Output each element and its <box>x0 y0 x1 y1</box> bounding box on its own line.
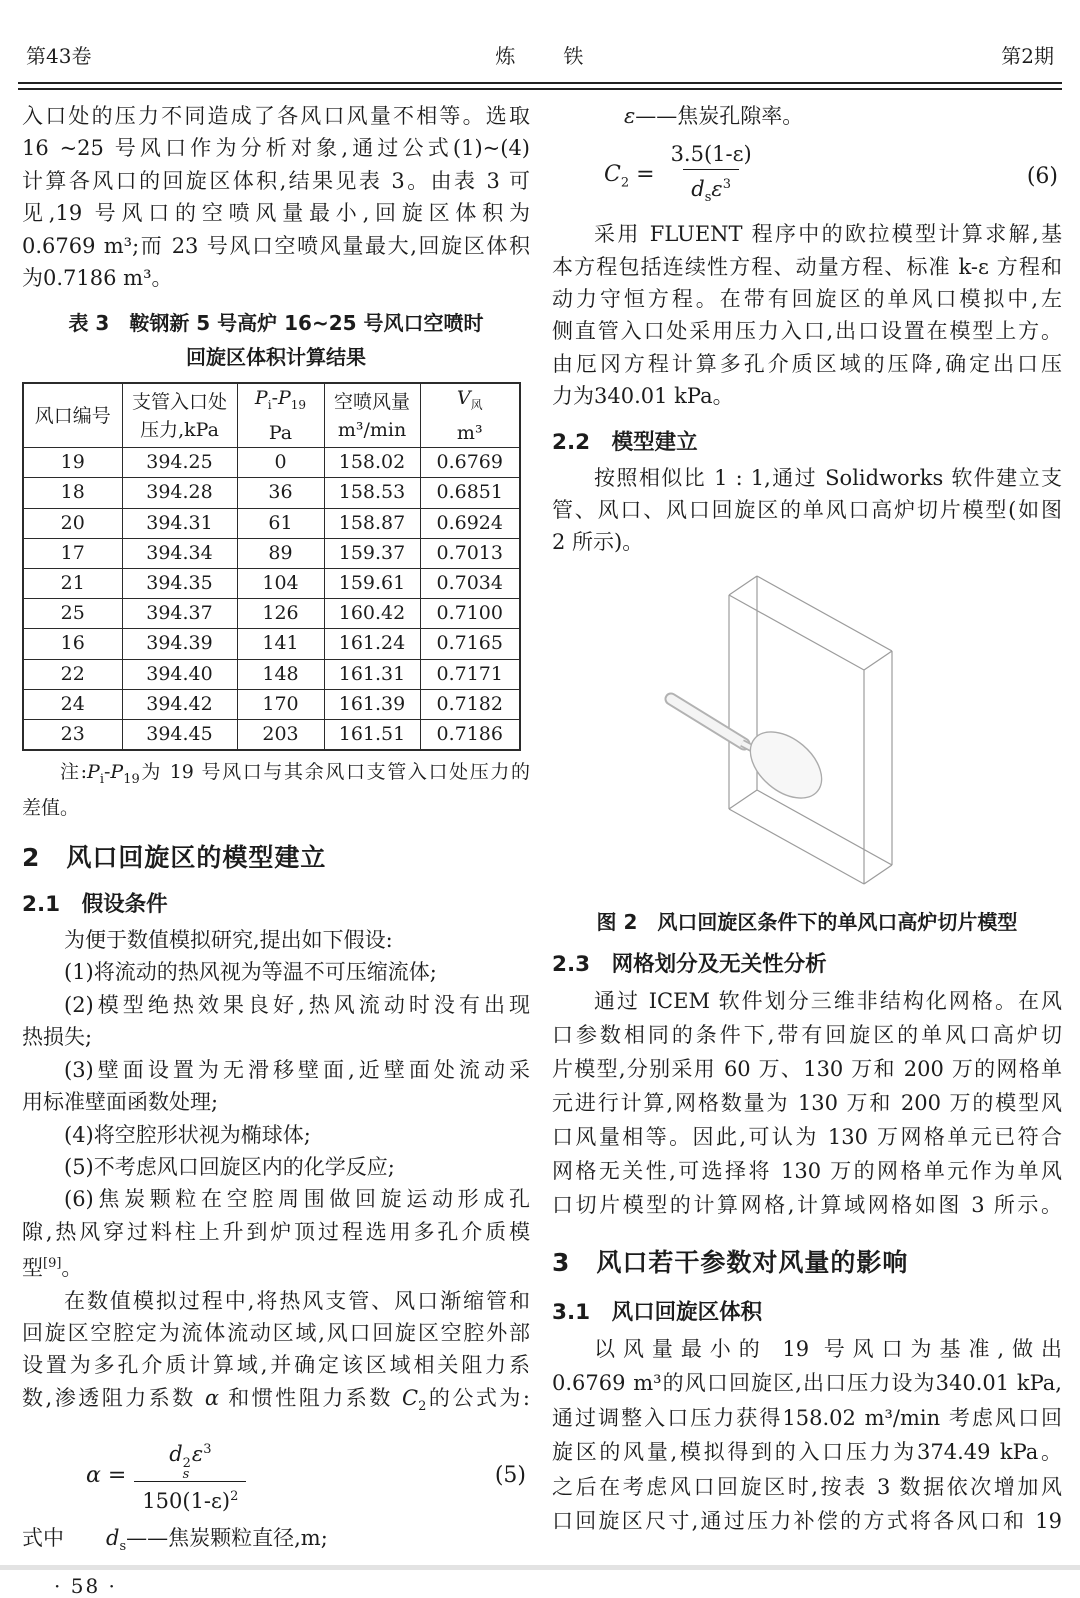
equation-5-lhs: α = <box>86 1463 127 1489</box>
table-cell: 0.7100 <box>420 599 520 629</box>
equation-6-number: (6) <box>1026 163 1058 189</box>
body-line: 本方程包括连续性方程、动量方程、标准 k-ε 方程和 <box>552 254 1062 279</box>
body-line: 元进行计算,网格数量为 130 万和 200 万的模型风 <box>552 1090 1062 1115</box>
table-cell: 0.7034 <box>420 569 520 599</box>
body-line: 口回旋区尺寸,通过压力补偿的方式将各风口和 19 <box>552 1509 1062 1534</box>
table-cell: 203 <box>237 720 324 751</box>
figure-2-drawing <box>552 565 1062 901</box>
table-cell: 20 <box>23 508 122 538</box>
table-row <box>23 689 520 719</box>
table-cell: 22 <box>23 659 122 689</box>
equation-6-denominator: $d_s\varepsilon^3$ <box>683 169 739 212</box>
equation-6-fraction <box>663 140 760 212</box>
table-title-line1: 表 3 鞍钢新 5 号高炉 16~25 号风口空喷时 <box>68 311 484 336</box>
paragraph-fluent <box>552 218 1062 412</box>
right-column <box>552 100 1062 1539</box>
table-cell: 394.39 <box>122 629 237 659</box>
table-cell: 161.24 <box>324 629 420 659</box>
table-cell: 394.35 <box>122 569 237 599</box>
body-line: 隙,热风穿过料柱上升到炉顶过程选用多孔介质模 <box>22 1219 530 1244</box>
paragraph-mesh <box>552 984 1062 1222</box>
left-column <box>22 100 530 1598</box>
table-cell: 161.51 <box>324 720 420 751</box>
table-note <box>22 758 530 823</box>
table-cell: 158.87 <box>324 508 420 538</box>
table-cell: 18 <box>23 478 122 508</box>
body-line: 旋区的风量,模拟得到的入口压力为374.49 kPa。 <box>552 1440 1062 1465</box>
table-row <box>23 720 520 751</box>
table-row <box>23 538 520 568</box>
page-bottom-edge <box>0 1565 1080 1570</box>
header-text: 风口编号 <box>34 404 111 427</box>
body-line: (2)模型绝热效果良好,热风流动时没有出现 <box>64 992 530 1017</box>
body-line: 动力守恒方程。在带有回旋区的单风口模拟中,左 <box>552 287 1062 311</box>
table-cell: 0.6924 <box>420 508 520 538</box>
header-text: 空喷风量 <box>333 390 410 413</box>
table-cell: 19 <box>23 448 122 478</box>
header-text: $P_i-P_{19}$ <box>254 387 307 413</box>
section-2-1-heading: 2.1 假设条件 <box>22 892 168 918</box>
table-cell: 148 <box>237 659 324 689</box>
body-line: 口参数相同的条件下,带有回旋区的单风口高炉切 <box>552 1022 1062 1047</box>
volume-label: 第43卷 <box>26 44 92 68</box>
body-line: 管、风口、风口回旋区的单风口高炉切片模型(如图 <box>552 498 1062 523</box>
paragraph-raceway-volume <box>552 1332 1062 1539</box>
table-cell: 0.6769 <box>420 448 520 478</box>
equation-5-number: (5) <box>494 1463 526 1489</box>
table-cell: 160.42 <box>324 599 420 629</box>
equation-6-lhs: $C_2$ = <box>604 161 655 191</box>
symbol-definition-epsilon: ε——焦炭孔隙率。 <box>624 104 804 128</box>
table-row <box>23 659 520 689</box>
body-line: 采用 FLUENT 程序中的欧拉模型计算求解,基 <box>594 222 1062 247</box>
table-title-line2: 回旋区体积计算结果 <box>186 345 366 370</box>
section-3-1-heading: 3.1 风口回旋区体积 <box>552 1299 763 1325</box>
table-cell: 158.53 <box>324 478 420 508</box>
table-row <box>23 629 520 659</box>
table-cell: 161.39 <box>324 689 420 719</box>
reference-9-superscript: [9] <box>43 1256 62 1272</box>
body-line: 力为340.01 kPa。 <box>552 384 734 409</box>
body-line: 为便于数值模拟研究,提出如下假设: <box>64 928 393 953</box>
table-cell: 61 <box>237 508 324 538</box>
table-cell: 141 <box>237 629 324 659</box>
table-cell: 159.37 <box>324 538 420 568</box>
equation-5 <box>22 1435 530 1516</box>
body-line: 为0.7186 m³。 <box>22 266 173 291</box>
body-line: 热损失; <box>22 1025 93 1050</box>
table-cell: 158.02 <box>324 448 420 478</box>
header-text: 压力,kPa <box>140 418 219 441</box>
body-line: (1)将流动的热风视为等温不可压缩流体; <box>64 960 437 985</box>
body-line: 之后在考虑风口回旋区时,按表 3 数据依次增加风 <box>552 1474 1062 1499</box>
table-row <box>23 508 520 538</box>
body-line: 通过调整入口压力获得158.02 m³/min 考虑风口回 <box>552 1405 1062 1430</box>
body-line: 按照相似比 1 : 1,通过 Solidworks 软件建立支 <box>594 465 1062 490</box>
page-header <box>26 40 1054 69</box>
equation-5-fraction <box>134 1435 246 1516</box>
table-row <box>23 448 520 478</box>
table-cell: 159.61 <box>324 569 420 599</box>
table-cell: 0.7186 <box>420 720 520 751</box>
paragraph-assumptions <box>22 924 530 1423</box>
table-cell: 0.7165 <box>420 629 520 659</box>
table-cell: 170 <box>237 689 324 719</box>
table-cell: 104 <box>237 569 324 599</box>
journal-title: 炼 铁 <box>495 44 598 68</box>
table-cell: 23 <box>23 720 122 751</box>
body-line: 计算各风口的回旋区体积,结果见表 3。由表 3 可 <box>22 168 530 193</box>
table-cell: 25 <box>23 599 122 629</box>
body-line: 0.6769 m³的风口回旋区,出口压力设为340.01 kPa, <box>552 1371 1062 1396</box>
table-cell: 0.7171 <box>420 659 520 689</box>
table-row <box>23 599 520 629</box>
section-3-heading: 3 风口若干参数对风量的影响 <box>552 1247 909 1277</box>
body-line: 以风量最小的 19 号风口为基准,做出 <box>594 1336 1062 1361</box>
header-text: m³ <box>456 422 483 445</box>
table-cell: 17 <box>23 538 122 568</box>
table-cell: 394.37 <box>122 599 237 629</box>
table-cell: 394.31 <box>122 508 237 538</box>
body-line: 2 所示)。 <box>552 530 644 555</box>
symbol-definition-ds: 式中 $d_s——$焦炭颗粒直径,m; <box>22 1526 328 1555</box>
header-text: 支管入口处 <box>131 390 227 413</box>
table-note-line1: 注$:P_i-P_{19}$为 19 号风口与其余风口支管入口处压力的 <box>60 761 530 788</box>
table-cell: 0.6851 <box>420 478 520 508</box>
paragraph-model-build <box>552 462 1062 559</box>
body-line: 用标准壁面函数处理; <box>22 1090 219 1115</box>
body-line: 见,19 号风口的空喷风量最小,回旋区体积为 <box>22 201 530 226</box>
table-cell: 0.7182 <box>420 689 520 719</box>
body-line: 数,渗透阻力系数 α 和惯性阻力系数 $C_2$的公式为: <box>22 1385 530 1414</box>
equation-6 <box>552 140 1062 212</box>
equation-5-denominator: $150(1-\varepsilon)^2$ <box>134 1481 246 1516</box>
figure-2-caption: 图 2 风口回旋区条件下的单风口高炉切片模型 <box>596 909 1018 934</box>
wireframe-box <box>729 576 892 884</box>
table-cell: 394.42 <box>122 689 237 719</box>
body-line: 设置为多孔介质计算域,并确定该区域相关阻力系 <box>22 1353 530 1378</box>
table-3-title <box>22 306 530 374</box>
body-line: 在数值模拟过程中,将热风支管、风口渐缩管和 <box>64 1288 530 1313</box>
body-line: 入口处的压力不同造成了各风口风量不相等。选取 <box>22 104 530 128</box>
header-text: Pa <box>268 422 293 445</box>
body-line: 16 ~25 号风口作为分析对象,通过公式(1)~(4) <box>22 136 530 161</box>
body-line: 侧直管入口处采用压力入口,出口设置在模型上方。 <box>552 319 1062 344</box>
table-cell: 394.34 <box>122 538 237 568</box>
raceway-ellipsoid <box>738 719 834 812</box>
body-line: 由厄冈方程计算多孔介质区域的压降,确定出口压 <box>552 351 1062 376</box>
body-line: (4)将空腔形状视为椭球体; <box>64 1122 311 1147</box>
table-cell: 24 <box>23 689 122 719</box>
section-2-2-heading: 2.2 模型建立 <box>552 429 698 455</box>
table-cell: 394.45 <box>122 720 237 751</box>
table-cell: 394.40 <box>122 659 237 689</box>
table-row <box>23 478 520 508</box>
table-header-row <box>23 383 520 447</box>
body-line: 网格无关性,可选择将 130 万的网格单元作为单风 <box>552 1158 1062 1183</box>
paragraph-intro <box>22 100 530 294</box>
table-cell: 89 <box>237 538 324 568</box>
blowpipe-body <box>671 699 744 744</box>
issue-label: 第2期 <box>1001 44 1054 68</box>
table-cell: 21 <box>23 569 122 599</box>
col-header-pressure-diff <box>237 383 324 447</box>
header-rule <box>18 82 1062 90</box>
body-line: 片模型,分别采用 60 万、130 万和 200 万的网格单 <box>552 1056 1062 1081</box>
equation-5-numerator: d 2 s $\varepsilon^3$ <box>169 1442 212 1483</box>
figure-2-model <box>552 565 1062 906</box>
header-text: $V_风$ <box>456 387 483 413</box>
table-cell: 161.31 <box>324 659 420 689</box>
header-text: m³/min <box>337 418 407 441</box>
table-cell: 36 <box>237 478 324 508</box>
table-note-line2: 差值。 <box>22 797 80 820</box>
body-line: (5)不考虑风口回旋区内的化学反应; <box>64 1154 395 1179</box>
body-line: 口切片模型的计算网格,计算域网格如图 3 所示。 <box>552 1192 1062 1217</box>
table-cell: 0.7013 <box>420 538 520 568</box>
body-line: (6)焦炭颗粒在空腔周围做回旋运动形成孔 <box>64 1187 530 1212</box>
body-line: 口风量相等。因此,可认为 130 万网格单元已符合 <box>552 1124 1062 1149</box>
body-line: 0.6769 m³;而 23 号风口空喷风量最大,回旋区体积 <box>22 233 530 258</box>
table-cell: 0 <box>237 448 324 478</box>
col-header-tuyere-no <box>23 383 122 447</box>
col-header-branch-pressure <box>122 383 237 447</box>
section-2-3-heading: 2.3 网格划分及无关性分析 <box>552 951 827 977</box>
table-cell: 126 <box>237 599 324 629</box>
equation-6-numerator: 3.5(1-ε) <box>670 142 752 166</box>
table-3 <box>22 382 521 751</box>
col-header-blast-volume <box>324 383 420 447</box>
body-line: 通过 ICEM 软件划分三维非结构化网格。在风 <box>594 988 1062 1013</box>
body-line: 型[9]。 <box>22 1256 83 1281</box>
table-cell: 394.25 <box>122 448 237 478</box>
body-line: (3)壁面设置为无滑移壁面,近壁面处流动采 <box>64 1057 530 1082</box>
table-cell: 394.28 <box>122 478 237 508</box>
page-number: · 58 · <box>54 1573 117 1598</box>
section-2-heading: 2 风口回旋区的模型建立 <box>22 843 327 873</box>
body-line: 回旋区空腔定为流体流动区域,风口回旋区空腔外部 <box>22 1320 530 1345</box>
table-row <box>23 569 520 599</box>
table-cell: 16 <box>23 629 122 659</box>
col-header-raceway-volume <box>420 383 520 447</box>
